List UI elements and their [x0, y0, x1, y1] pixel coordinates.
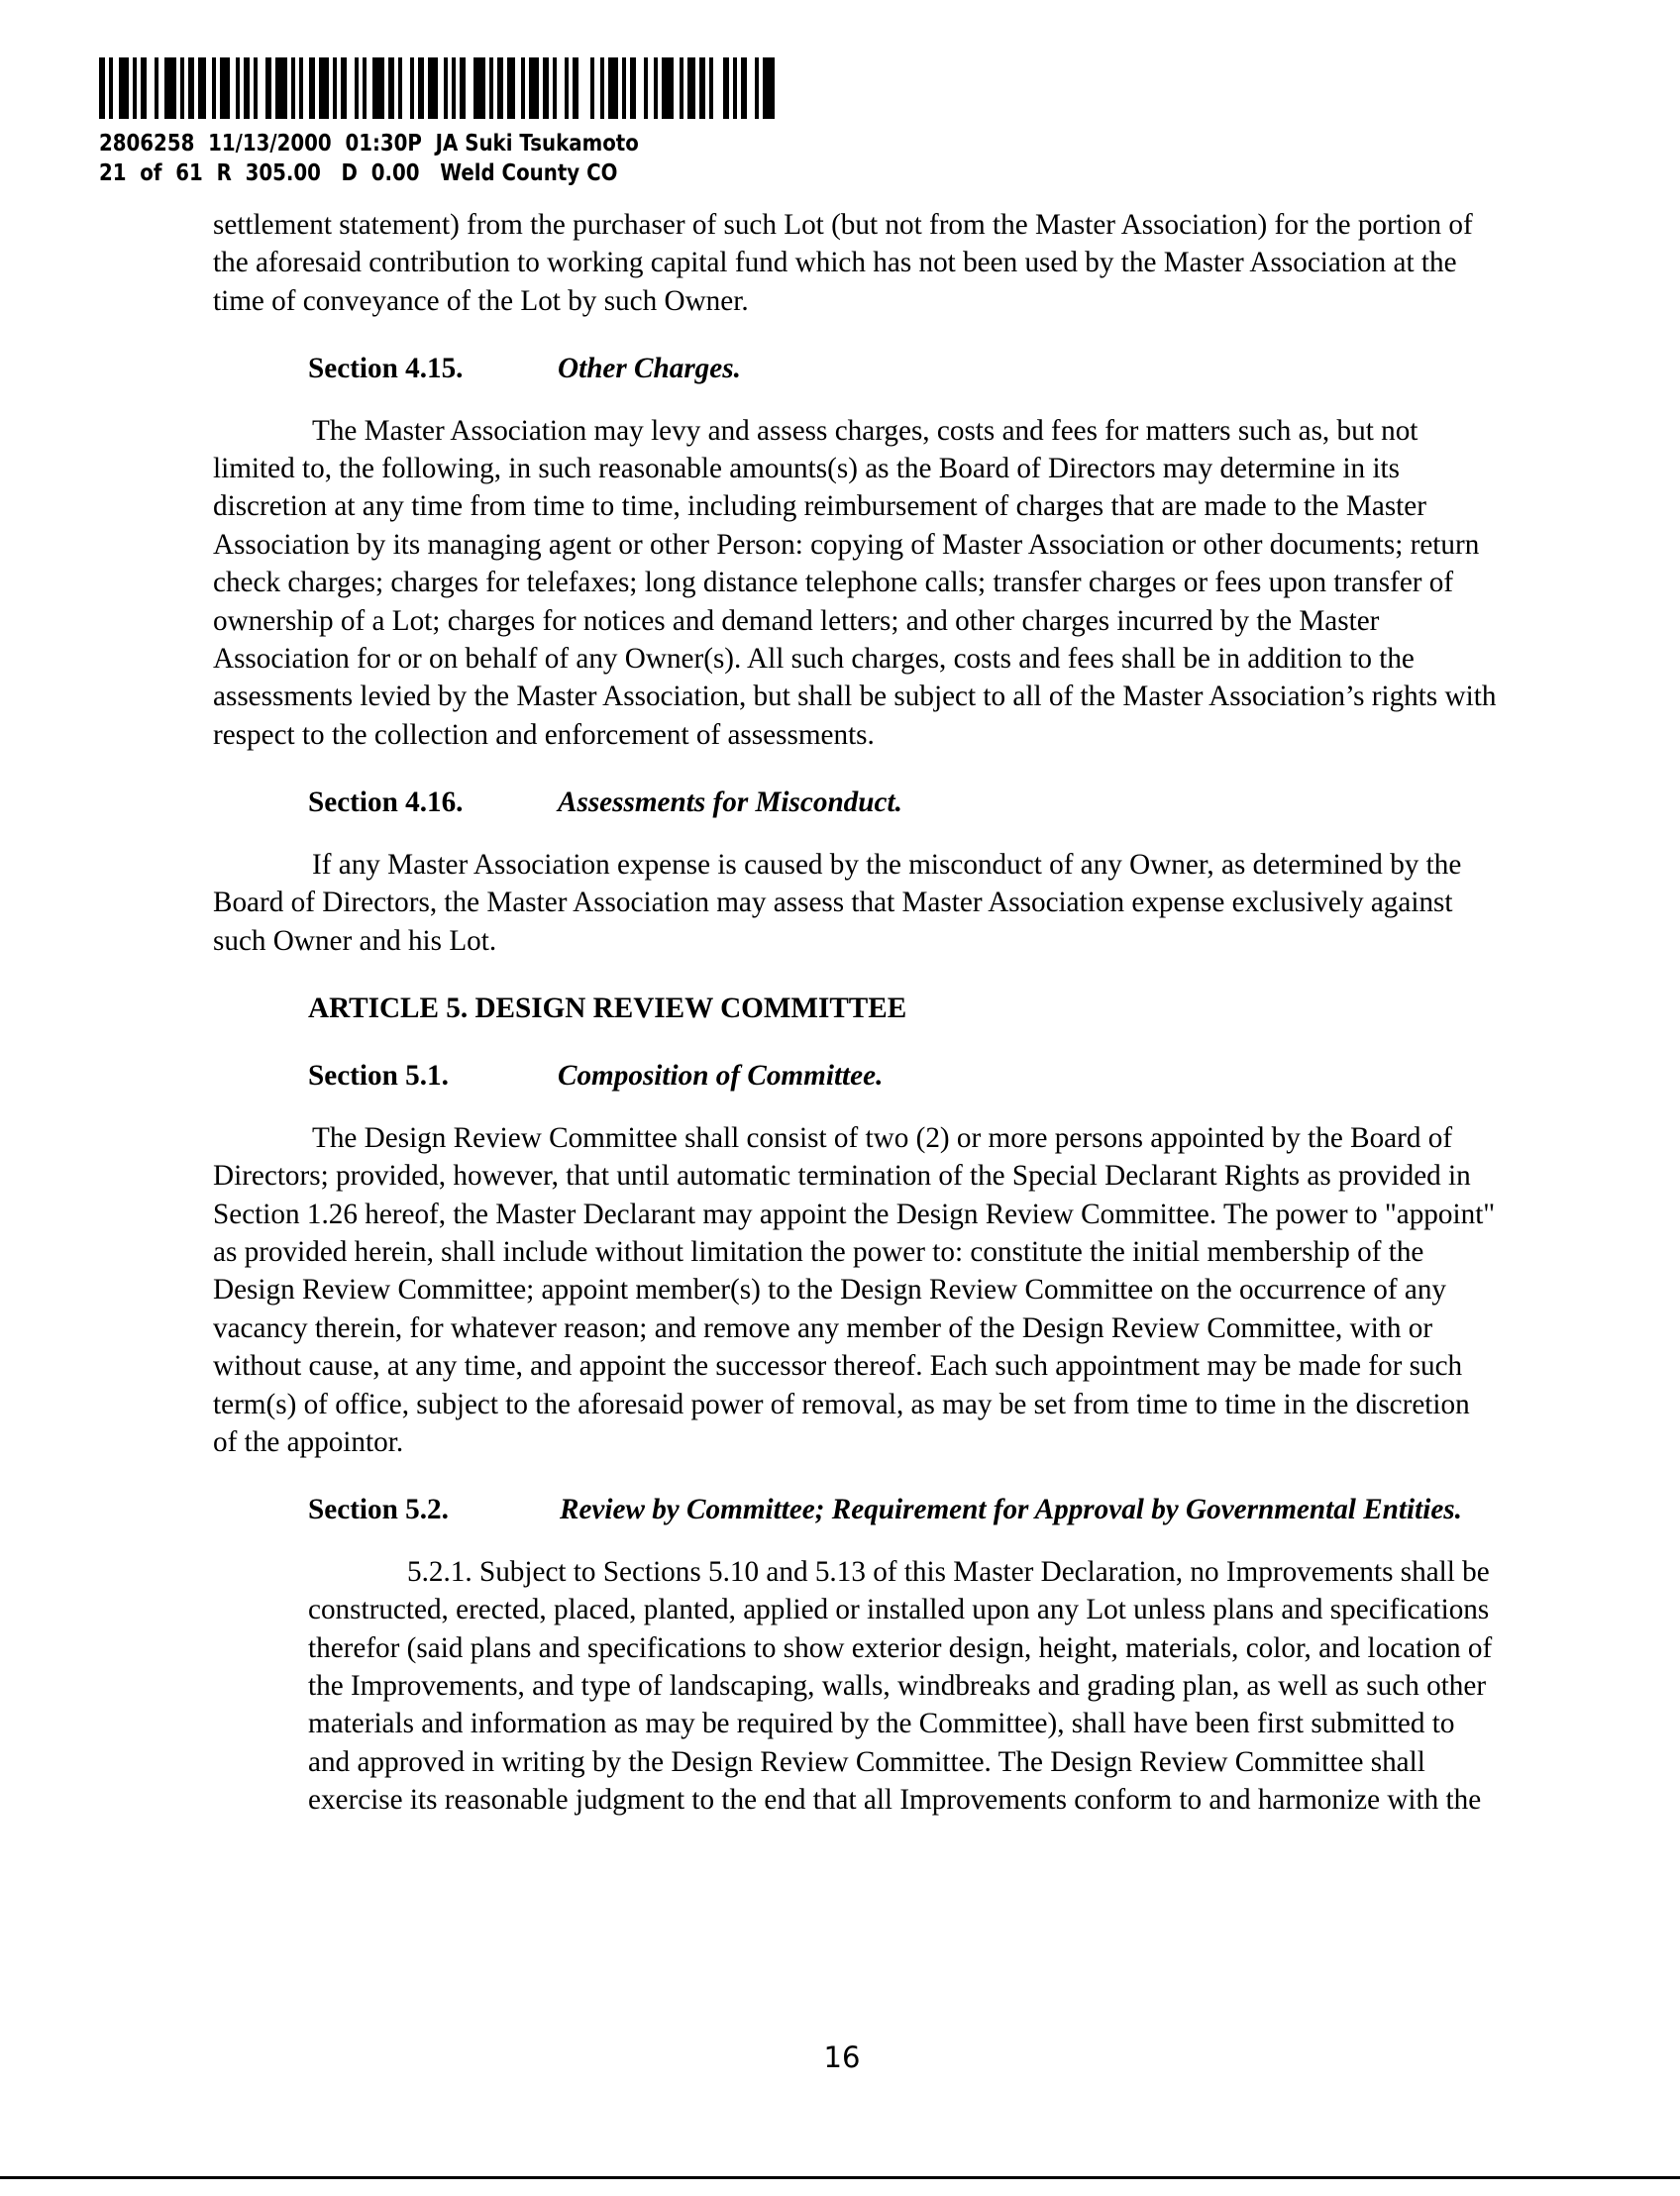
section-title: Review by Committee; Requirement for Approval by Governmental Entities. — [560, 1494, 1462, 1526]
barcode-bar — [198, 57, 206, 119]
barcode-bar — [529, 57, 539, 119]
barcode-bar — [763, 57, 775, 119]
article-heading: ARTICLE 5. DESIGN REVIEW COMMITTEE — [308, 992, 907, 1024]
recording-stamp-line-1: 2806258 11/13/2000 01:30P JA Suki Tsukamoto — [99, 131, 639, 157]
barcode-bar — [608, 57, 618, 119]
barcode-bar — [687, 57, 695, 119]
section-number: Section 5.2. — [308, 1494, 449, 1526]
section-5-2 — [213, 1491, 1501, 1819]
section-title: Other Charges. — [558, 353, 741, 385]
recording-stamp — [99, 129, 639, 188]
barcode-gap — [258, 57, 265, 119]
section-title: Composition of Committee. — [558, 1060, 884, 1093]
document-body — [213, 206, 1501, 1849]
recording-barcode — [99, 57, 783, 119]
section-body: The Master Association may levy and assess charges, costs and fees for matters such as, but not limited to, the following, in such reasonable amounts(s) as the Board of Directors may determine in its discretion at any time from time to time, including reimbursement of charges that are made to the Master Association by its managing agent or other Person: copying of Master Association or other documents; return check charges; charges for telefaxes; long distance telephone calls; transfer charges or fees upon transfer of ownership of a Lot; charges for notices and demand letters; and other charges incurred by the Master Association for or on behalf of any Owner(s). All such charges, costs and fees shall be in addition to the assessments levied by the Master Association, but shall be subject to all of the Master Association’s rights with respect to the collection and enforcement of assessments. — [213, 414, 1497, 751]
barcode-bar — [275, 57, 287, 119]
section-number: Section 4.16. — [308, 786, 464, 819]
section-number: Section 4.15. — [308, 353, 464, 385]
section-4-16 — [213, 784, 1501, 960]
barcode-bar — [473, 57, 485, 119]
section-heading — [308, 784, 1501, 821]
section-body: If any Master Association expense is caused by the misconduct of any Owner, as determined by the Board of Directors, the Master Association may assess that Master Association expense exclusively against such Owner and his Lot. — [213, 848, 1462, 957]
continuation-paragraph: settlement statement) from the purchaser of such Lot (but not from the Master Association) for the portion of the aforesaid contribution to working capital fund which has not been used by the Master Association at the time of conveyance of the Lot by such Owner. — [213, 209, 1473, 317]
subsection-5-2-1 — [213, 1553, 1501, 1820]
barcode-gap — [557, 57, 565, 119]
barcode-bar — [164, 57, 176, 119]
section-heading — [308, 1057, 1501, 1095]
barcode-gap — [402, 57, 410, 119]
section-body: The Design Review Committee shall consist of two (2) or more persons appointed by the Board of Directors; provided, however, that until automatic termination of the Special Declarant Rights as provided in Section 1.26 hereof, the Master Declarant may appoint the Design Review Committee. The power to "appoint" as provided herein, shall include without limitation the power to: constitute the initial membership of the Design Review Committee; appoint member(s) to the Design Review Committee on the occurrence of any vacancy therein, for whatever reason; and remove any member of the Design Review Committee, with or without cause, at any time, and appoint the successor thereof. Each such appointment may be made for such term(s) of office, subject to the aforesaid power of removal, as may be set from time to time in the discretion of the appointor. — [213, 1121, 1496, 1458]
section-4-15 — [213, 350, 1501, 754]
barcode-bar — [507, 57, 515, 119]
page-bottom-rule — [0, 2176, 1680, 2179]
section-title: Assessments for Misconduct. — [558, 786, 902, 819]
barcode-gap — [578, 57, 590, 119]
barcode-bar — [319, 57, 329, 119]
section-number: Section 5.1. — [308, 1060, 449, 1093]
barcode-gap — [636, 57, 644, 119]
barcode-gap — [775, 57, 779, 119]
subsection-body: 5.2.1. Subject to Sections 5.10 and 5.13 of this Master Declaration, no Improvements shall be constructed, erected, placed, planted, applied or installed upon any Lot unless plans and specifications therefor (said plans and specifications to show exterior design, height, materials, color, and location of the Improvements, and type of landscaping, walls, windbreaks and grading plan, as well as such other materials and information as may be required by the Committee), shall have been first submitted to and approved in writing by the Design Review Committee. The Design Review Committee shall exercise its reasonable judgment to the end that all Improvements conform to and harmonize with the — [308, 1555, 1493, 1817]
barcode-gap — [713, 57, 723, 119]
section-heading — [308, 350, 1501, 387]
barcode-gap — [147, 57, 155, 119]
barcode-gap — [466, 57, 473, 119]
barcode-gap — [747, 57, 755, 119]
recording-stamp-line-2: 21 of 61 R 305.00 D 0.00 Weld County CO — [99, 160, 618, 186]
barcode-bar — [372, 57, 384, 119]
barcode-bar — [428, 57, 438, 119]
section-5-1 — [213, 1057, 1501, 1461]
barcode-bar — [662, 57, 674, 119]
barcode-bar — [119, 57, 129, 119]
barcode-bar — [220, 57, 230, 119]
barcode-gap — [347, 57, 355, 119]
section-heading — [213, 1491, 1501, 1528]
page-number: 16 — [823, 2040, 861, 2074]
